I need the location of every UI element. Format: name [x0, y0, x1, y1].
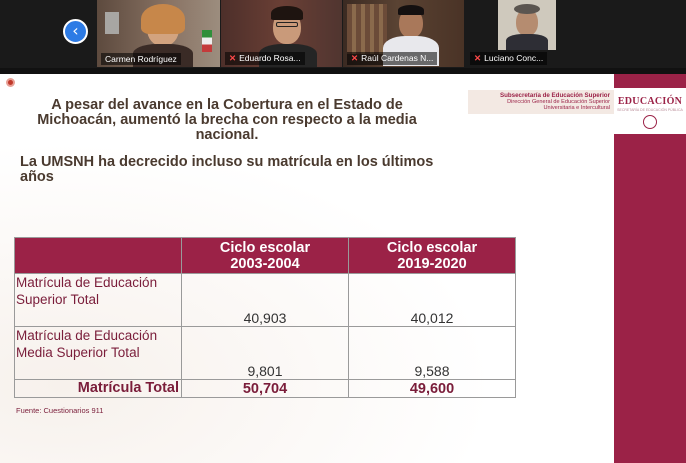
participant-tile[interactable]: [97, 0, 220, 67]
participant-tile[interactable]: [343, 0, 464, 67]
participant-name: Carmen Rodríguez: [101, 53, 181, 65]
source-note: Fuente: Cuestionarios 911: [16, 406, 104, 415]
video-feed: [498, 0, 556, 50]
brand-logo: EDUCACIÓN SECRETARÍA DE EDUCACIÓN PÚBLICA: [614, 88, 686, 134]
table-header-2019: Ciclo escolar 2019-2020: [349, 238, 516, 274]
table-header-2003: Ciclo escolar 2003-2004: [182, 238, 349, 274]
table-row: Matrícula de Educación Media Superior Total 9,801 9,588: [15, 327, 516, 380]
participant-tile[interactable]: [466, 0, 588, 67]
muted-mic-icon: ✕: [474, 53, 482, 63]
table-header-empty: [15, 238, 182, 274]
participant-strip: [0, 0, 686, 68]
participant-name: ✕ Raúl Cardenas N...: [347, 52, 437, 65]
subsecretaria-header: Subsecretaría de Educación Superior Dirección General de Educación Superior Universitaria e Intercultural: [468, 90, 614, 114]
participant-name: ✕ Eduardo Rosa...: [225, 52, 305, 65]
slide-subheading: La UMSNH ha decrecido incluso su matrícula en los últimos años: [20, 154, 434, 185]
participant-name: ✕ Luciano Conc...: [470, 52, 547, 65]
muted-mic-icon: ✕: [351, 53, 359, 63]
shared-slide: [0, 74, 686, 463]
muted-mic-icon: ✕: [229, 53, 237, 63]
enrollment-table: [14, 237, 516, 398]
previous-participants-button[interactable]: ‹: [63, 19, 88, 44]
seal-icon: [643, 115, 657, 129]
participant-tile[interactable]: [221, 0, 342, 67]
table-row: Matrícula de Educación Superior Total 40,903 40,012: [15, 274, 516, 327]
table-total-row: Matrícula Total 50,704 49,600: [15, 380, 516, 398]
slide-heading: A pesar del avance en la Cobertura en el Estado de Michoacán, aumentó la brecha con respecto a la media nacional.: [37, 97, 417, 143]
recording-icon: [6, 78, 15, 87]
